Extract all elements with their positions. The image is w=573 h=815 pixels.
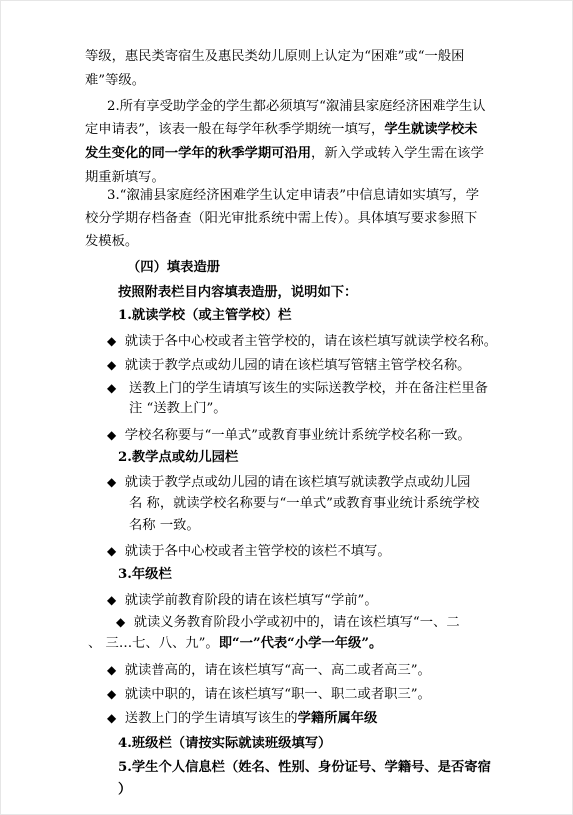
text-line: 校分学期存档备查（阳光审批系统中需上传）。具体填写要求参照下 [85, 211, 478, 226]
diamond-bullet-icon: ◆ [107, 593, 117, 607]
diamond-bullet-icon: ◆ [107, 428, 117, 442]
text-line: 等级，惠民类寄宿生及惠民类幼儿原则上认定为“困难”或“一般困 [85, 49, 465, 64]
list-item: ◆ 就读于各中心校或者主管学校的该栏不填写。 [107, 544, 391, 559]
bold-text: 学籍所属年级 [297, 711, 378, 726]
diamond-bullet-icon: ◆ [107, 358, 117, 372]
text-line: 名称 一致。 [129, 518, 200, 533]
text-line: 发模板。 [85, 234, 139, 249]
instruction-heading: 按照附表栏目内容填表造册，说明如下： [118, 285, 358, 300]
bold-text: 即“一”代表“小学一年级”。 [218, 636, 383, 651]
text-line: 、 三…七、八、九”。即“一”代表“小学一年级”。 [88, 636, 383, 651]
list-item: ◆ 送教上门的学生请填写该生的实际送教学校，并在备注栏里备 [107, 381, 488, 396]
diamond-bullet-icon: ◆ [107, 544, 117, 558]
bold-text: 学生就读学校未 [384, 122, 478, 137]
subsection-heading: 1.就读学校（或主管学校）栏 [118, 308, 292, 323]
diamond-bullet-icon: ◆ [107, 663, 117, 677]
bold-text: 发生变化的同一学年的秋季学期可沿用 [85, 146, 312, 161]
text-line: 3.“溆浦县家庭经济困难学生认定申请表”中信息请如实填写，学 [107, 188, 480, 203]
list-item: ◆ 就读于教学点或幼儿园的请在该栏填写就读教学点或幼儿园 [107, 475, 471, 490]
list-item: ◆ 学校名称要与“一单式”或教育事业统计系统学校名称一致。 [107, 428, 471, 443]
text-line: 难”等级。 [85, 73, 145, 88]
text-line: 定申请表”，该表一般在每学年秋季学期统一填写，学生就读学校未 [85, 122, 478, 137]
diamond-bullet-icon: ◆ [107, 475, 117, 489]
section-heading: （四）填表造册 [127, 260, 221, 275]
diamond-bullet-icon: ◆ [107, 687, 117, 701]
list-item: ◆ 送教上门的学生请填写该生的学籍所属年级 [107, 711, 378, 726]
list-item: ◆ 就读义务教育阶段小学或初中的，请在该栏填写“一、二 [116, 615, 460, 630]
diamond-bullet-icon: ◆ [107, 711, 117, 725]
subsection-heading: 3.年级栏 [118, 567, 172, 582]
list-item: ◆ 就读中职的，请在该栏填写“职一、职二或者职三”。 [107, 687, 431, 702]
list-item: ◆ 就读学前教育阶段的请在该栏填写“学前”。 [107, 593, 378, 608]
diamond-bullet-icon: ◆ [107, 381, 117, 395]
list-item: ◆ 就读于教学点或幼儿园的请在该栏填写管辖主管学校名称。 [107, 358, 471, 373]
text-line: ） [118, 782, 132, 797]
text-line: 2.所有享受助学金的学生都必须填写“溆浦县家庭经济困难学生认 [107, 99, 486, 114]
text-line: 期重新填写。 [85, 170, 165, 185]
diamond-bullet-icon: ◆ [116, 615, 126, 629]
subsection-heading: 4.班级栏（请按实际就读班级填写） [118, 736, 332, 751]
text-line: 名 称，就读学校名称要与“一单式”或教育事业统计系统学校 [129, 496, 480, 511]
subsection-heading: 2.教学点或幼儿园栏 [118, 450, 239, 465]
list-item: ◆ 就读普高的，请在该栏填写“高一、高二或者高三”。 [107, 663, 431, 678]
subsection-heading: 5.学生个人信息栏（姓名、性别、身份证号、学籍号、是否寄宿 [118, 760, 491, 775]
list-item: ◆ 就读于各中心校或者主管学校的，请在该栏填写就读学校名称。 [107, 334, 498, 349]
diamond-bullet-icon: ◆ [107, 334, 117, 348]
text-line: 注 “送教上门”。 [129, 401, 227, 416]
text-line: 发生变化的同一学年的秋季学期可沿用，新入学或转入学生需在该学 [85, 146, 484, 161]
